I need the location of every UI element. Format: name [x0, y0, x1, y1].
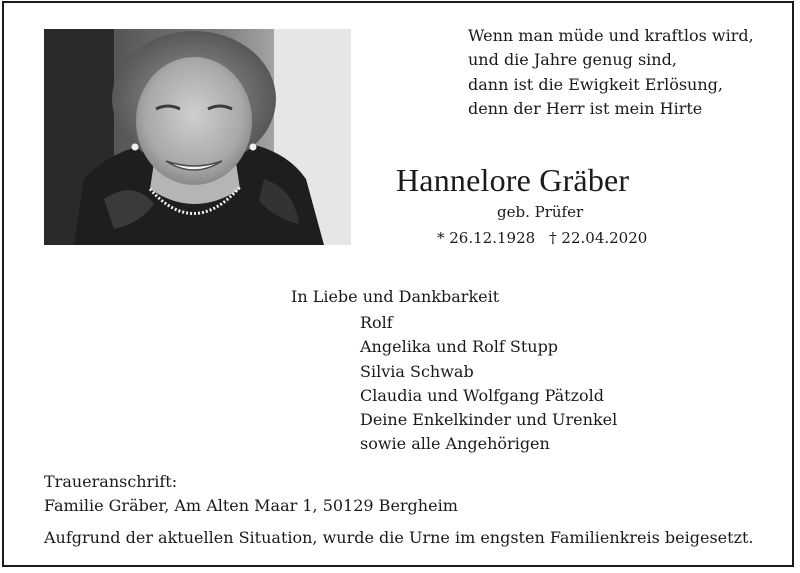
mourner: sowie alle Angehörigen [360, 434, 550, 454]
mourner: Claudia und Wolfgang Pätzold [360, 385, 605, 405]
poem-line: Wenn man müde und kraftlos wird, [468, 26, 754, 45]
poem-line: dann ist die Ewigkeit Erlösung, [468, 74, 723, 94]
deceased-name: Hannelore Gräber [396, 162, 630, 198]
poem [468, 24, 788, 121]
mourners-list [360, 311, 617, 457]
address-line: Familie Gräber, Am Alten Maar 1, 50129 Bergheim [44, 496, 458, 515]
mourning-address [44, 470, 458, 518]
poem-line: und die Jahre genug sind, [468, 50, 677, 70]
mourner: Silvia Schwab [360, 361, 474, 381]
poem-line: denn der Herr ist mein Hirte [468, 98, 703, 118]
mourner: Deine Enkelkinder und Urenkel [360, 410, 618, 430]
birth-name: geb. Prüfer [497, 203, 584, 221]
portrait-photo [44, 29, 351, 245]
mourner: Rolf [360, 313, 393, 332]
mourner: Angelika und Rolf Stupp [360, 337, 559, 357]
address-label: Traueranschrift: [44, 472, 178, 491]
death-date: † 22.04.2020 [549, 229, 648, 247]
mourning-intro: In Liebe und Dankbarkeit [291, 287, 500, 306]
burial-notice: Aufgrund der aktuellen Situation, wurde die Urne im engsten Familienkreis beigesetzt. [44, 528, 754, 547]
life-dates [437, 227, 647, 249]
birth-date: * 26.12.1928 [437, 229, 536, 247]
